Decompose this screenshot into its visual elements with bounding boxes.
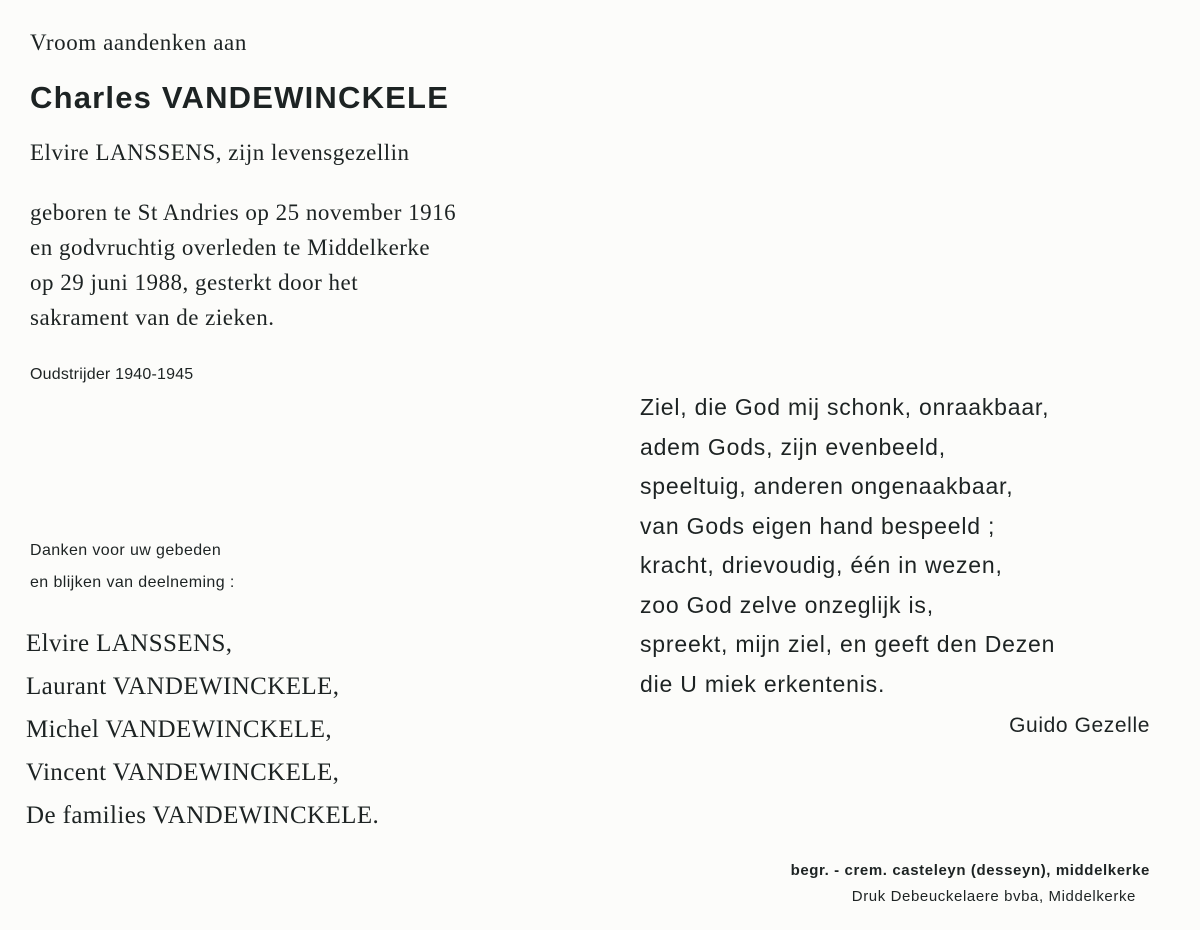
family-member: De families VANDEWINCKELE. [26, 802, 380, 829]
poem-line: zoo God zelve onzeglijk is, [640, 591, 934, 618]
funeral-home-line: begr. - crem. casteleyn (desseyn), middelkerke [790, 862, 1150, 879]
footer [791, 858, 1150, 910]
poem-line: adem Gods, zijn evenbeeld, [640, 433, 946, 460]
poem [640, 388, 1055, 704]
poem-line: Ziel, die God mij schonk, onraakbaar, [640, 394, 1050, 420]
family-member: Michel VANDEWINCKELE, [26, 716, 333, 743]
poem-line: spreekt, mijn ziel, en geeft den Dezen [640, 631, 1056, 657]
family-list [26, 622, 379, 837]
intro-text: Vroom aandenken aan [30, 30, 247, 55]
bio-line: en godvruchtig overleden te Middelkerke [30, 235, 431, 260]
thanks-text [30, 535, 235, 599]
family-member: Laurant VANDEWINCKELE, [26, 673, 340, 700]
family-member: Vincent VANDEWINCKELE, [26, 759, 340, 786]
bio-line: sakrament van de zieken. [30, 305, 275, 330]
deceased-name: Charles VANDEWINCKELE [30, 80, 450, 115]
thanks-line: en blijken van deelneming : [30, 574, 235, 591]
spouse-line: Elvire LANSSENS, zijn levensgezellin [30, 140, 410, 165]
veteran-note: Oudstrijder 1940-1945 [30, 366, 194, 383]
poem-line: van Gods eigen hand bespeeld ; [640, 512, 996, 539]
poem-line: die U miek erkentenis. [640, 670, 886, 697]
poem-line: kracht, drievoudig, één in wezen, [640, 552, 1003, 578]
family-member: Elvire LANSSENS, [26, 630, 233, 657]
printer-line: Druk Debeuckelaere bvba, Middelkerke [851, 888, 1136, 905]
thanks-line: Danken voor uw gebeden [30, 542, 222, 559]
bio-line: geboren te St Andries op 25 november 1916 [30, 200, 457, 225]
bio-line: op 29 juni 1988, gesterkt door het [30, 270, 359, 295]
poem-line: speeltuig, anderen ongenaakbaar, [640, 473, 1014, 499]
poem-author: Guido Gezelle [1009, 714, 1150, 737]
biography [30, 195, 456, 335]
